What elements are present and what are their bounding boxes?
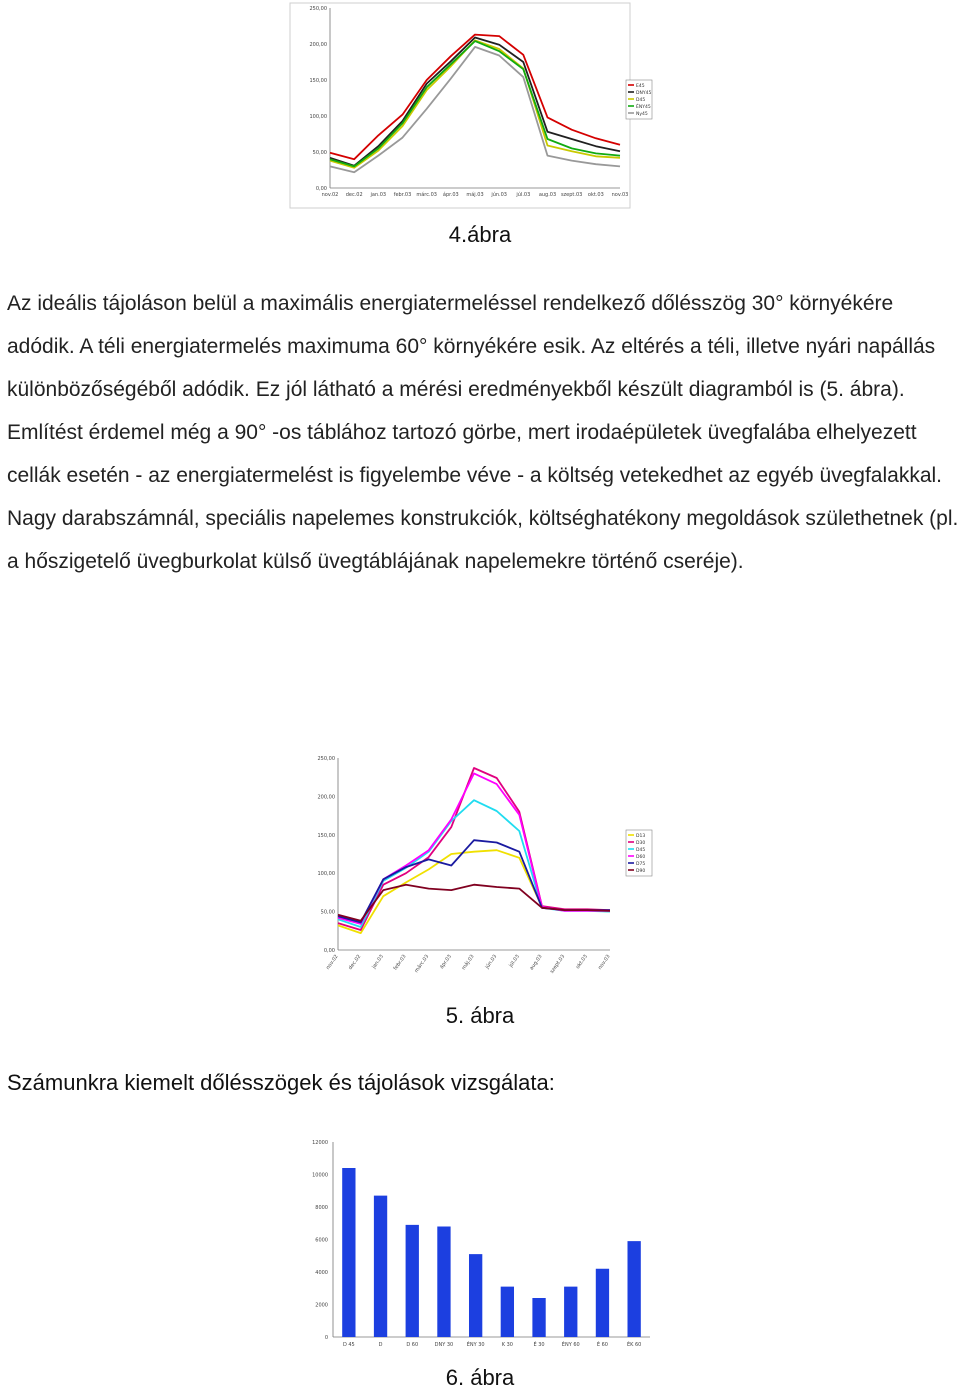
y-tick-label: 0,00 (315, 186, 327, 192)
bar (374, 1196, 387, 1337)
legend-label: D75 (636, 862, 646, 867)
x-tick-label: máj.03 (460, 953, 476, 972)
x-tick-label: aug.03 (538, 192, 557, 198)
x-tick-label: jan.03 (370, 192, 387, 198)
x-tick-label: ápr.03 (442, 192, 459, 198)
figure-5-chart (0, 745, 960, 980)
y-tick-label: 200,00 (317, 794, 335, 801)
legend-label: D90 (636, 869, 646, 874)
body-paragraph: Az ideális tájoláson belül a maximális energiatermeléssel rendelkező dőlésszög 30° környékére adódik. A téli energiatermelés maximuma 60° környékére esik. Az eltérés a téli, illetve nyári napállás különbözőségéből adódik. Ez jól látható a mérési eredményekből készült diagramból is (5. ábra). Említést érdemel még a 90° -os táblához tartozó görbe, mert irodaépületek üvegfalába elhelyezett cellák esetén - az energiatermelést is figyelembe véve - a költség vetekedhet az egyéb üvegfalakkal. Nagy darabszámnál, speciális napelemes konstrukciók, költséghatékony megoldások születhetnek (pl. a hőszigetelő üvegburkolat külső üvegtáblájának napelemekre történő cseréje). (7, 292, 959, 573)
section-heading: Számunkra kiemelt dőlésszögek és tájolások vizsgálata: (7, 1070, 555, 1095)
figure-4 (0, 0, 960, 215)
bar (342, 1168, 355, 1337)
x-tick-label: febr.03 (392, 953, 408, 972)
series-line (338, 768, 610, 930)
x-tick-label: jún.03 (484, 953, 499, 970)
x-tick-label: ÉNY 60 (561, 1342, 580, 1348)
figure-5 (0, 745, 960, 980)
x-tick-label: É 30 (533, 1342, 545, 1348)
x-tick-label: ÉK 60 (626, 1342, 642, 1348)
y-tick-label: 12000 (312, 1140, 328, 1146)
bar (406, 1225, 419, 1337)
bar (532, 1298, 545, 1337)
y-tick-label: 6000 (315, 1237, 328, 1244)
y-tick-label: 50,00 (320, 909, 335, 916)
legend-label: D45 (636, 98, 646, 103)
x-tick-label: aug.03 (528, 953, 544, 972)
y-tick-label: 50,00 (312, 150, 327, 156)
bar (501, 1287, 514, 1337)
x-tick-label: nov.02 (321, 192, 339, 198)
x-tick-label: dec.02 (345, 192, 363, 198)
x-tick-label: D 45 (342, 1342, 355, 1348)
x-tick-label: febr.03 (393, 192, 412, 198)
legend-label: ÉNY45 (636, 105, 651, 110)
legend-label: D30 (636, 841, 646, 846)
figure-4-chart (0, 0, 960, 215)
series-line (338, 800, 610, 927)
series-line (338, 773, 610, 924)
y-tick-label: 200,00 (309, 42, 327, 48)
figure-6-caption: 6. ábra (445, 1365, 515, 1390)
y-tick-label: 250,00 (309, 6, 327, 12)
y-tick-label: 8000 (315, 1205, 328, 1211)
x-tick-label: nov.03 (597, 953, 612, 971)
legend-label: E45 (636, 84, 645, 89)
y-tick-label: 150,00 (317, 832, 335, 839)
legend-label: D45 (636, 848, 646, 853)
x-tick-label: okt.03 (587, 192, 604, 198)
bar (627, 1241, 640, 1337)
legend-label: D13 (636, 834, 646, 839)
x-tick-label: szept.03 (560, 192, 583, 198)
x-tick-label: DNY 30 (434, 1342, 454, 1348)
y-tick-label: 0,00 (323, 948, 335, 954)
chart-frame (290, 3, 630, 208)
x-tick-label: júl.03 (508, 953, 521, 969)
y-tick-label: 4000 (315, 1270, 328, 1276)
x-tick-label: jún.03 (491, 192, 508, 198)
x-tick-label: É 60 (596, 1342, 609, 1348)
x-tick-label: márc.03 (416, 192, 437, 198)
x-tick-label: D 60 (406, 1342, 419, 1348)
y-tick-label: 2000 (315, 1302, 328, 1309)
x-tick-label: D (378, 1342, 383, 1348)
x-tick-label: júl.03 (516, 192, 531, 198)
figure-6-chart (0, 1130, 960, 1360)
x-tick-label: márc.03 (413, 953, 431, 975)
figure-6 (0, 1130, 960, 1360)
x-tick-label: ápr.03 (438, 953, 453, 971)
x-tick-label: okt.03 (574, 953, 589, 971)
figure-5-caption: 5. ábra (445, 1003, 515, 1028)
y-tick-label: 250,00 (317, 756, 335, 762)
x-tick-label: máj.03 (466, 192, 484, 198)
y-tick-label: 100,00 (317, 871, 335, 878)
x-tick-label: nov.02 (325, 953, 340, 971)
bar (564, 1287, 577, 1337)
x-tick-label: ÉNY 30 (466, 1342, 485, 1348)
y-tick-label: 150,00 (309, 78, 327, 84)
bar (437, 1227, 450, 1338)
x-tick-label: szept.03 (549, 953, 567, 975)
x-tick-label: K 30 (501, 1342, 513, 1348)
y-tick-label: 10000 (312, 1172, 328, 1179)
y-tick-label: 0 (324, 1335, 328, 1341)
legend-label: Ny45 (636, 112, 648, 117)
bar (596, 1269, 609, 1337)
x-tick-label: nov.03 (611, 192, 629, 198)
legend-label: D60 (636, 855, 646, 860)
legend-label: DNY45 (636, 91, 652, 96)
x-tick-label: dec.02 (347, 953, 363, 972)
bar (469, 1254, 482, 1337)
x-tick-label: jan.03 (371, 953, 385, 970)
figure-4-caption: 4.ábra (448, 222, 512, 247)
y-tick-label: 100,00 (309, 114, 327, 120)
